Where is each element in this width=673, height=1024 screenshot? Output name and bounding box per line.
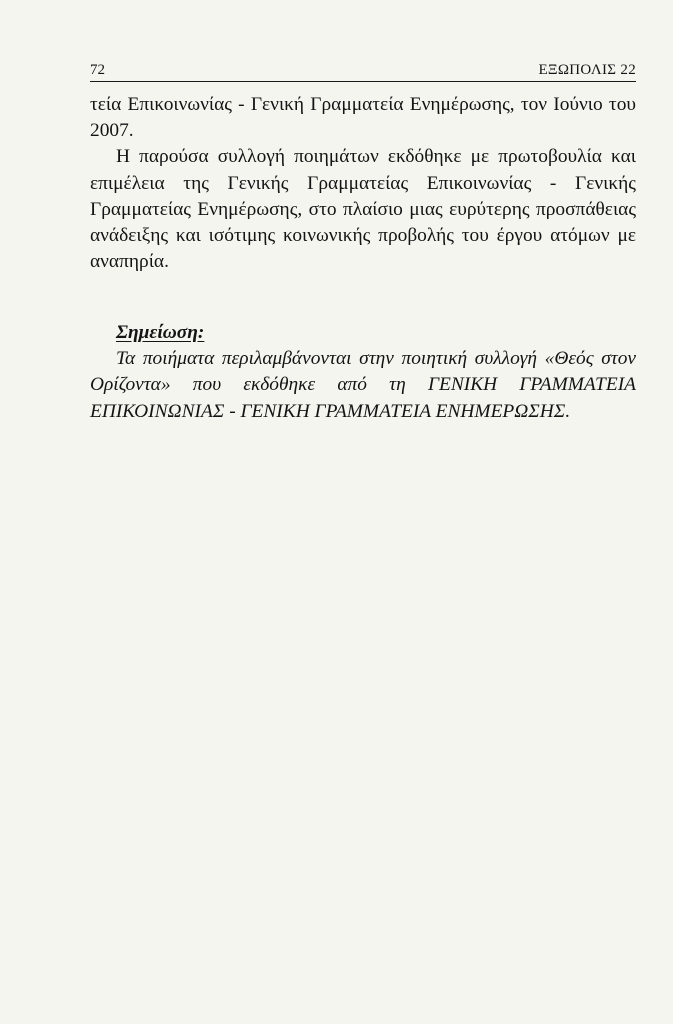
paragraph-continuation: τεία Επικοινωνίας - Γενική Γραμματεία Ενημέρωσης, τον Ιούνιο του 2007. (90, 94, 636, 142)
note-title: Σημείωση: (116, 322, 205, 343)
body-text (90, 92, 636, 275)
note-text: Τα ποιήματα περιλαμβάνονται στην ποιητική συλλογή «Θεός στον Ορίζοντα» που εκδόθηκε από τη ΓΕΝΙΚΗ ΓΡΑΜΜΑΤΕΙΑ ΕΠΙΚΟΙΝΩΝΙΑΣ - ΓΕΝΙΚΗ ΓΡΑΜΜΑΤΕΙΑ ΕΝΗΜΕΡΩΣΗΣ. (90, 348, 636, 422)
page-header (90, 60, 636, 82)
paragraph-collection-info: Η παρούσα συλλογή ποιημάτων εκδόθηκε με πρωτοβουλία και επιμέλεια της Γενικής Γραμματείας Επικοινωνίας - Γενικής Γραμματείας Ενημέρωσης, στο πλαίσιο μιας ευρύτερης προσπάθειας ανάδειξης και ισότιμης κοινωνικής προβολής του έργου ατόμων με αναπηρία. (90, 146, 636, 273)
running-title: ΕΞΩΠΟΛΙΣ 22 (538, 62, 636, 78)
header-rule (90, 81, 636, 82)
note-block (90, 320, 636, 425)
page-number: 72 (90, 62, 105, 78)
